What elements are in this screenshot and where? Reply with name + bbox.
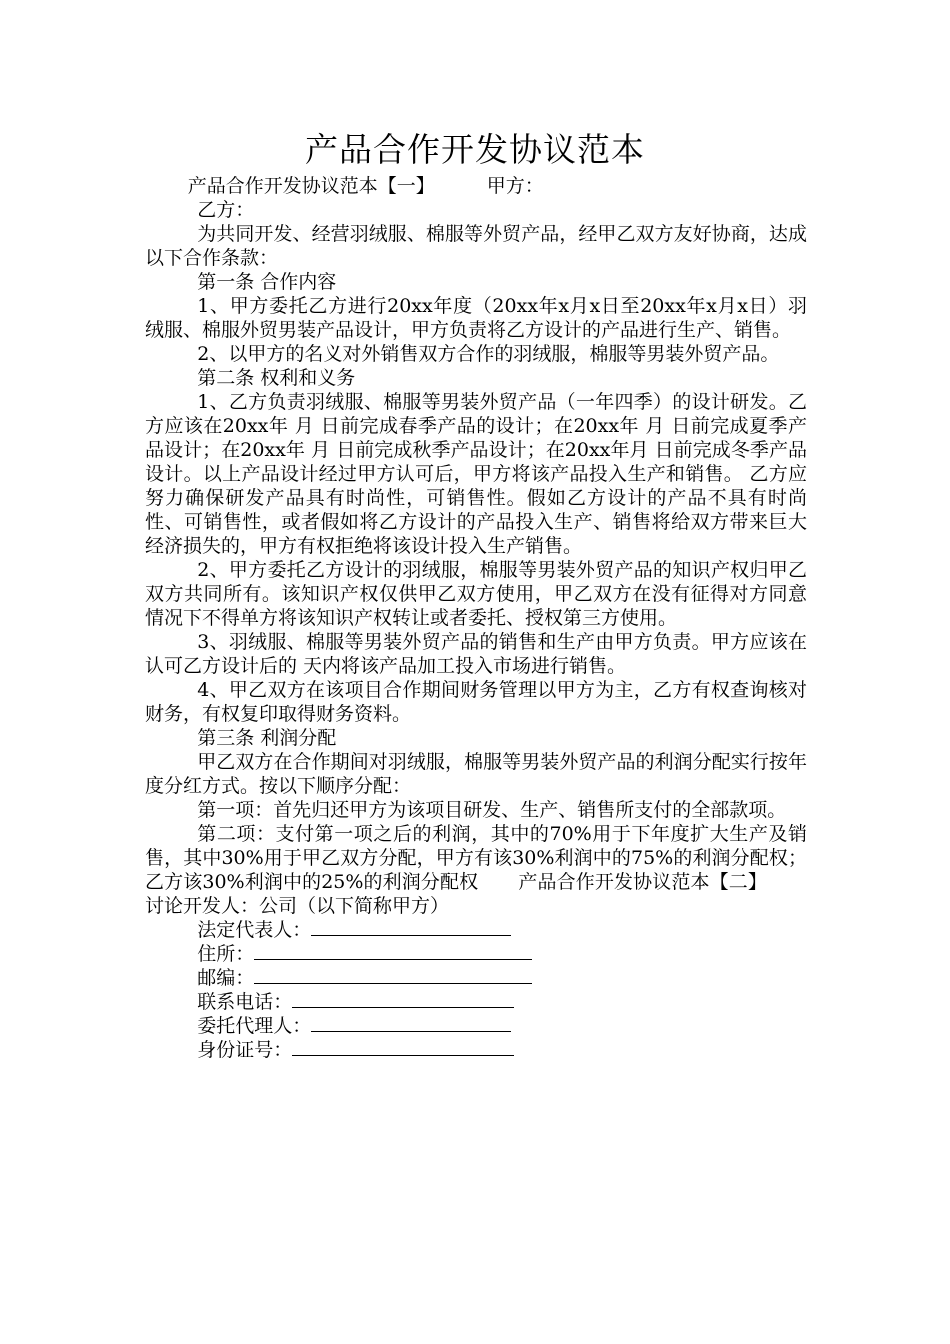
field-label: 住所： [197, 943, 255, 965]
article-two-item-3: 3、羽绒服、棉服等男装外贸产品的销售和生产由甲方负责。甲方应该在认可乙方设计后的 天内将该产品加工投入市场进行销售。 [145, 631, 807, 677]
article-two-item-4: 4、甲乙双方在该项目合作期间财务管理以甲方为主，乙方有权查询核对财务，有权复印取得财务资料。 [145, 679, 807, 725]
article-one-item-2: 2、以甲方的名义对外销售双方合作的羽绒服，棉服等男装外贸产品。 [197, 343, 780, 365]
item-2-text: 第二项：支付第一项之后的利润，其中的70%用于下年度扩大生产及销售，其中30%用于甲乙双方分配，甲方有该30%利润中的75%的利润分配权；乙方该30%利润中的25%的利润分配权 [145, 823, 807, 893]
article-one-heading: 第一条 合作内容 [197, 271, 337, 293]
blank-line [311, 1015, 511, 1032]
article-two-item-1: 1、乙方负责羽绒服、棉服等男装外贸产品（一年四季）的设计研发。乙方应该在20xx年 月 日前完成春季产品的设计；在20xx年 月 日前完成夏季产品设计；在20xx年 月 日前完成秋季产品设计；在20xx年月 日前完成冬季产品设计。以上产品设计经过甲方认可后，甲方将该产品投入生产和销售。 乙方应努力确保研发产品具有时尚性，可销售性。假如乙方设计的产品不具有时尚性、可销售性，或者假如将乙方设计的产品投入生产、销售将给双方带来巨大经济损失的，甲方有权拒绝将该设计投入生产销售。 [145, 391, 807, 557]
blank-line [292, 1039, 514, 1056]
form-row-agent [145, 1014, 807, 1038]
form-row-postcode [145, 966, 807, 990]
article-two-item-2: 2、甲方委托乙方设计的羽绒服，棉服等男装外贸产品的知识产权归甲乙双方共同所有。该知识产权仅供甲乙双方使用，甲乙双方在没有征得对方同意情况下不得单方将该知识产权转让或者委托、授权第三方使用。 [145, 559, 807, 629]
article-one-item-1: 1、甲方委托乙方进行20xx年度（20xx年x月x日至20xx年x月x日）羽绒服、棉服外贸男装产品设计，甲方负责将乙方设计的产品进行生产、销售。 [145, 295, 807, 341]
blank-line [311, 919, 511, 936]
article-three-heading: 第三条 利润分配 [197, 727, 337, 749]
article-three-item-2 [145, 822, 807, 918]
developer-party-label: 讨论开发人：公司（以下简称甲方） [145, 895, 450, 917]
form-row-address [145, 942, 807, 966]
field-label: 委托代理人： [197, 1015, 312, 1037]
form-row-phone [145, 990, 807, 1014]
field-label: 联系电话： [197, 991, 293, 1013]
article-three-item-1: 第一项：首先归还甲方为该项目研发、生产、销售所支付的全部款项。 [197, 799, 787, 821]
field-label: 邮编： [197, 967, 255, 989]
field-label: 身份证号： [197, 1039, 293, 1061]
article-two-heading: 第二条 权利和义务 [197, 367, 356, 389]
article-three-intro: 甲乙双方在合作期间对羽绒服，棉服等男装外贸产品的利润分配实行按年度分红方式。按以下顺序分配： [145, 751, 807, 797]
document-body [145, 174, 807, 1062]
paragraph-purpose: 为共同开发、经营羽绒服、棉服等外贸产品，经甲乙双方友好协商，达成以下合作条款： [145, 223, 807, 269]
field-label: 法定代表人： [197, 919, 312, 941]
intro-line [145, 174, 807, 198]
form-row-legal-rep [145, 918, 807, 942]
blank-line [254, 967, 532, 984]
heading-sample-two: 产品合作开发协议范本【二】 [518, 871, 767, 893]
page-title: 产品合作开发协议范本 [305, 130, 645, 169]
heading-sample-one: 产品合作开发协议范本【一】 [187, 175, 435, 197]
party-a-label: 甲方： [486, 175, 544, 197]
blank-line [254, 943, 532, 960]
form-row-id-number [145, 1038, 807, 1062]
blank-line [292, 991, 514, 1008]
party-b-label: 乙方： [197, 199, 255, 221]
